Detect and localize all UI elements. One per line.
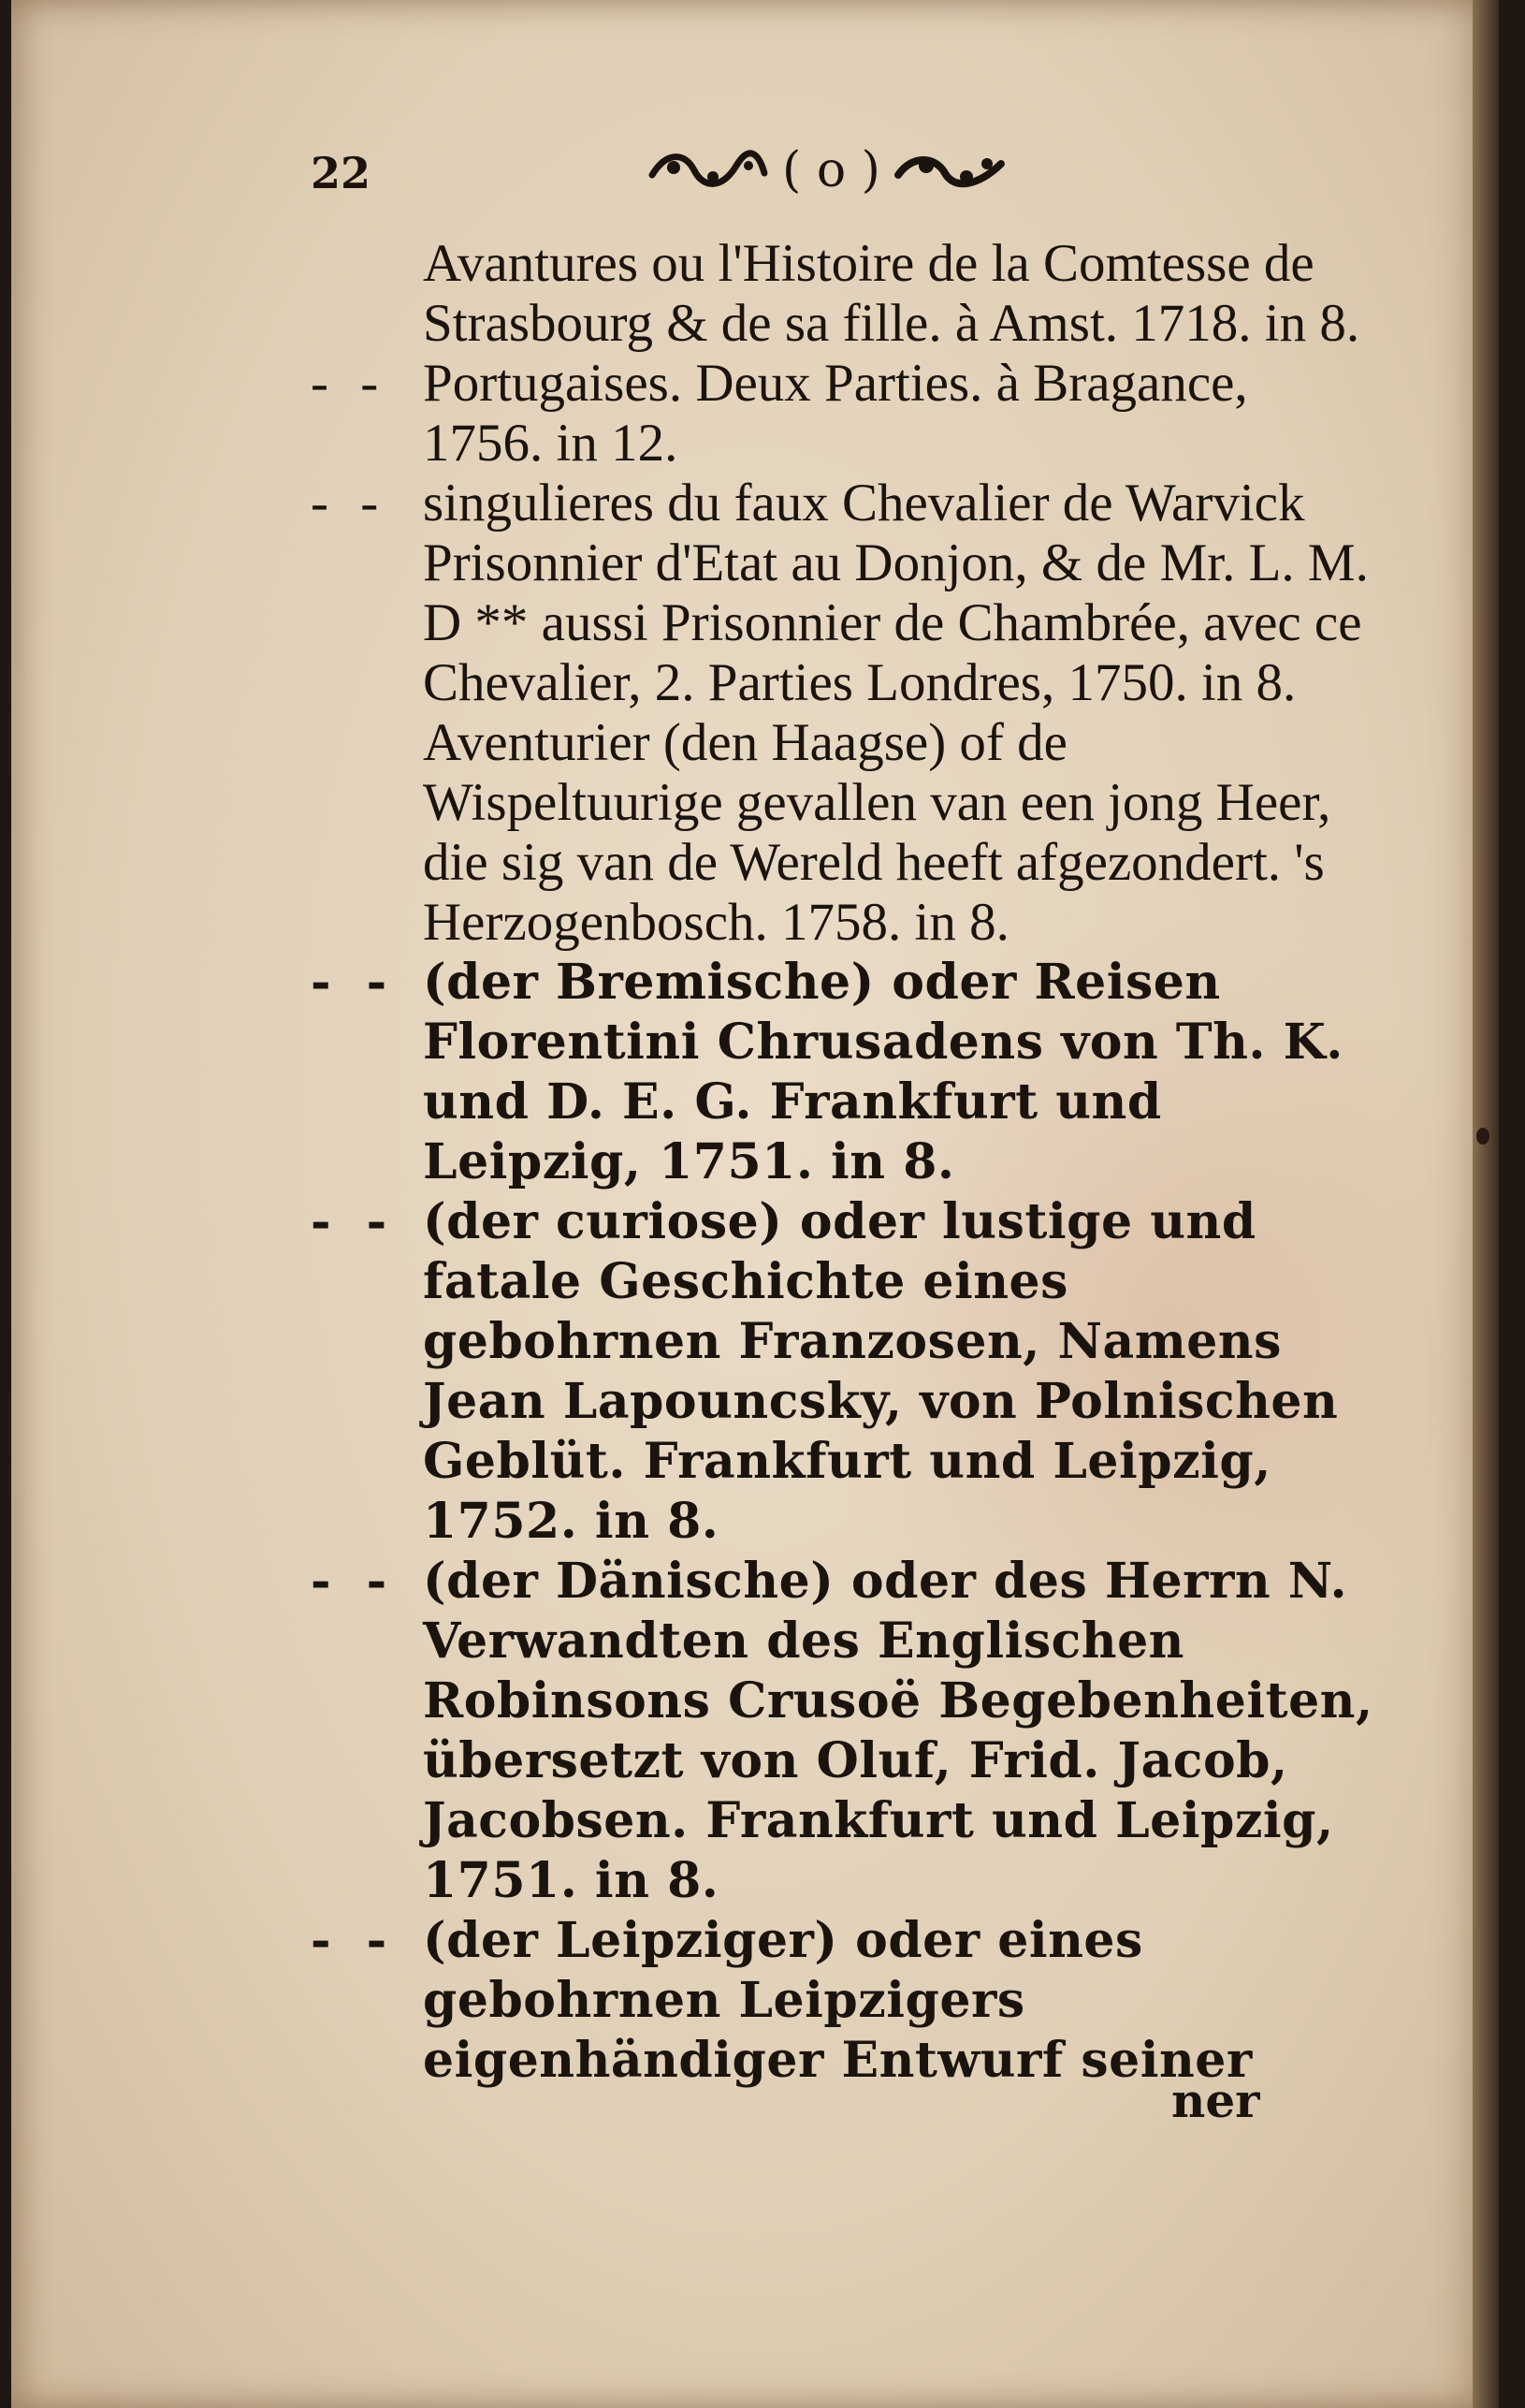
- ink-spot: [1476, 1128, 1489, 1145]
- ornament-center: ( o ): [782, 142, 880, 198]
- entry-lead: - -: [311, 1912, 397, 1969]
- right-flourish-icon: [893, 147, 1006, 194]
- catalogue-entry: [311, 474, 1377, 713]
- catalogue-entry: [311, 234, 1377, 354]
- catalogue-entries: [311, 234, 1377, 2091]
- entry-text: singulieres du faux Chevalier de Warvick Prisonnier d'Etat au Donjon, & de Mr. L. M. D ** aussi Prisonnier de Chambrée, avec ce Chevalier, 2. Parties Londres, 1750. in 8.: [423, 474, 1369, 712]
- entry-lead: - -: [311, 474, 388, 533]
- entry-text: (der curiose) oder lustige und fatale Geschichte eines gebohrnen Franzosen, Namens Jean Lapouncsky, von Polnischen Geblüt. Frankfurt und Leipzig, 1752. in 8.: [423, 1193, 1339, 1550]
- catalogue-entry: [311, 354, 1377, 474]
- header-ornament: [647, 142, 1006, 198]
- left-flourish-icon: [647, 147, 769, 194]
- catalogue-entry: [311, 953, 1377, 1192]
- entry-lead: - -: [311, 354, 388, 413]
- entry-text: Aventurier (den Haagse) of de Wispeltuurige gevallen van een jong Heer, die sig van de Wereld heeft afgezondert. 's Herzogenbosch. 1758. in 8.: [423, 713, 1331, 952]
- catalogue-entry: [311, 713, 1377, 953]
- entry-text: (der Leipziger) oder eines gebohrnen Leipzigers eigenhändiger Entwurf seiner: [423, 1912, 1253, 2089]
- entry-lead: - -: [311, 954, 397, 1011]
- entry-text: (der Dänische) oder des Herrn N. Verwandten des Englischen Robinsons Crusoë Begebenheiten, übersetzt von Oluf, Frid. Jacob, Jacobsen. Frankfurt und Leipzig, 1751. in 8.: [423, 1553, 1373, 1909]
- page-gutter: [1473, 0, 1499, 2408]
- catchword: ner: [1171, 2073, 1260, 2128]
- catalogue-entry: [311, 1911, 1377, 2091]
- catalogue-entry: [311, 1552, 1377, 1911]
- entry-lead: - -: [311, 1553, 397, 1610]
- page-number: 22: [311, 148, 371, 198]
- catalogue-entry: [311, 1192, 1377, 1552]
- entry-lead: - -: [311, 1193, 397, 1250]
- entry-text: (der Bremische) oder Reisen Florentini Chrusadens von Th. K. und D. E. G. Frankfurt und Leipzig, 1751. in 8.: [423, 954, 1343, 1190]
- entry-text: Portugaises. Deux Parties. à Bragance, 1756. in 12.: [423, 354, 1248, 473]
- entry-text: Avantures ou l'Histoire de la Comtesse de Strasbourg & de sa fille. à Amst. 1718. in 8.: [423, 234, 1360, 353]
- page-header: [311, 142, 1415, 223]
- book-page: [11, 0, 1499, 2408]
